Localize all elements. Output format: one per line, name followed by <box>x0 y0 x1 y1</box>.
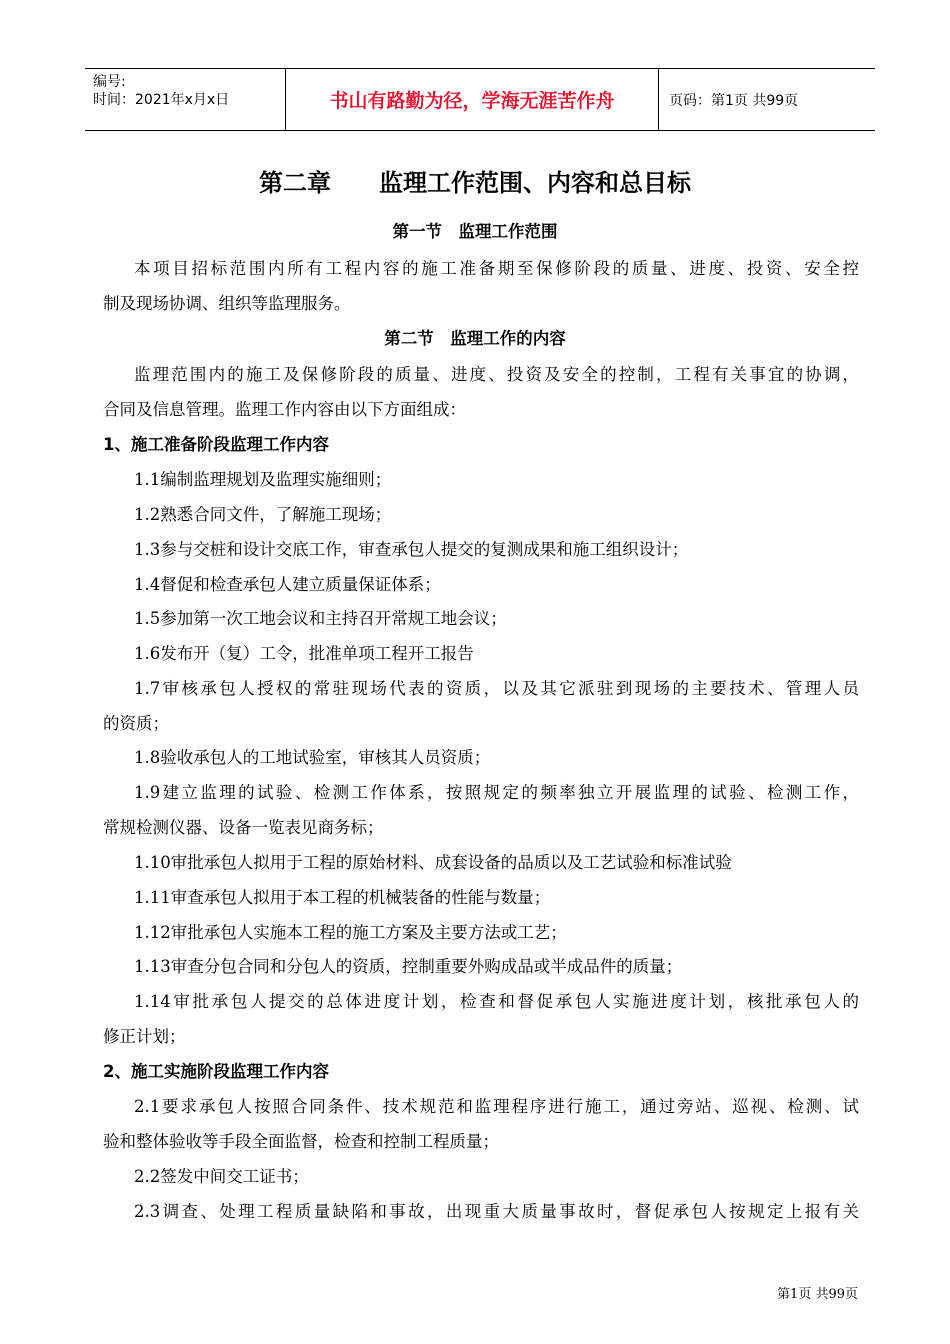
page-header <box>85 68 875 131</box>
chapter-title: 第二章 监理工作范围、内容和总目标 <box>259 169 691 197</box>
header-meta <box>85 69 285 130</box>
list-item: 1.5参加第一次工地会议和主持召开常规工地会议； <box>134 609 507 628</box>
paragraph-line: 合同及信息管理。监理工作内容由以下方面组成： <box>103 400 466 419</box>
list-item-continuation: 常规检测仪器、设备一览表见商务标； <box>103 818 384 837</box>
header-page-info: 页码：第1页 共99页 <box>669 92 799 109</box>
list-item: 1.8验收承包人的工地试验室，审核其人员资质； <box>134 748 491 767</box>
list-item-continuation: 修正计划； <box>103 1027 186 1046</box>
part-1-heading: 1、施工准备阶段监理工作内容 <box>103 435 329 454</box>
list-item: 1.1编制监理规划及监理实施细则； <box>134 470 392 489</box>
section-1-title: 第一节 监理工作范围 <box>392 222 558 241</box>
list-item: 1.4督促和检查承包人建立质量保证体系； <box>134 575 441 594</box>
page-footer-number: 第1页 共99页 <box>777 1287 858 1302</box>
list-item: 1.9建立监理的试验、检测工作体系，按照规定的频率独立开展监理的试验、检测工作， <box>134 783 859 802</box>
list-item: 2.3调查、处理工程质量缺陷和事故，出现重大质量事故时，督促承包人按规定上报有关 <box>134 1202 859 1221</box>
list-item: 1.13审查分包合同和分包人的资质，控制重要外购成品或半成品件的质量； <box>134 957 683 976</box>
section-2-title: 第二节 监理工作的内容 <box>384 329 566 348</box>
list-item-continuation: 的资质； <box>103 714 169 733</box>
paragraph-line: 本项目招标范围内所有工程内容的施工准备期至保修阶段的质量、进度、投资、安全控 <box>134 259 859 278</box>
paragraph-line: 制及现场协调、组织等监理服务。 <box>103 294 351 313</box>
list-item: 1.12审批承包人实施本工程的施工方案及主要方法或工艺； <box>134 923 567 942</box>
part-2-heading: 2、施工实施阶段监理工作内容 <box>103 1062 329 1081</box>
document-number-label: 编号: <box>93 74 126 90</box>
list-item: 2.2签发中间交工证书； <box>134 1167 309 1186</box>
list-item: 1.3参与交桩和设计交底工作，审查承包人提交的复测成果和施工组织设计； <box>134 540 689 559</box>
document-time-label: 时间：2021年x月x日 <box>93 92 230 108</box>
header-motto: 书山有路勤为径，学海无涯苦作舟 <box>285 69 659 130</box>
list-item-continuation: 验和整体验收等手段全面监督，检查和控制工程质量； <box>103 1132 499 1151</box>
list-item: 1.2熟悉合同文件，了解施工现场； <box>134 505 392 524</box>
list-item: 1.10审批承包人拟用于工程的原始材料、成套设备的品质以及工艺试验和标准试验 <box>134 853 732 872</box>
list-item: 2.1要求承包人按照合同条件、技术规范和监理程序进行施工，通过旁站、巡视、检测、试 <box>134 1097 859 1116</box>
list-item: 1.7审核承包人授权的常驻现场代表的资质，以及其它派驻到现场的主要技术、管理人员 <box>134 679 859 698</box>
list-item: 1.14审批承包人提交的总体进度计划，检查和督促承包人实施进度计划，核批承包人的 <box>134 992 859 1011</box>
paragraph-line: 监理范围内的施工及保修阶段的质量、进度、投资及安全的控制，工程有关事宜的协调， <box>134 365 859 384</box>
list-item: 1.11审查承包人拟用于本工程的机械装备的性能与数量； <box>134 888 551 907</box>
list-item: 1.6发布开（复）工令，批准单项工程开工报告 <box>134 644 474 663</box>
